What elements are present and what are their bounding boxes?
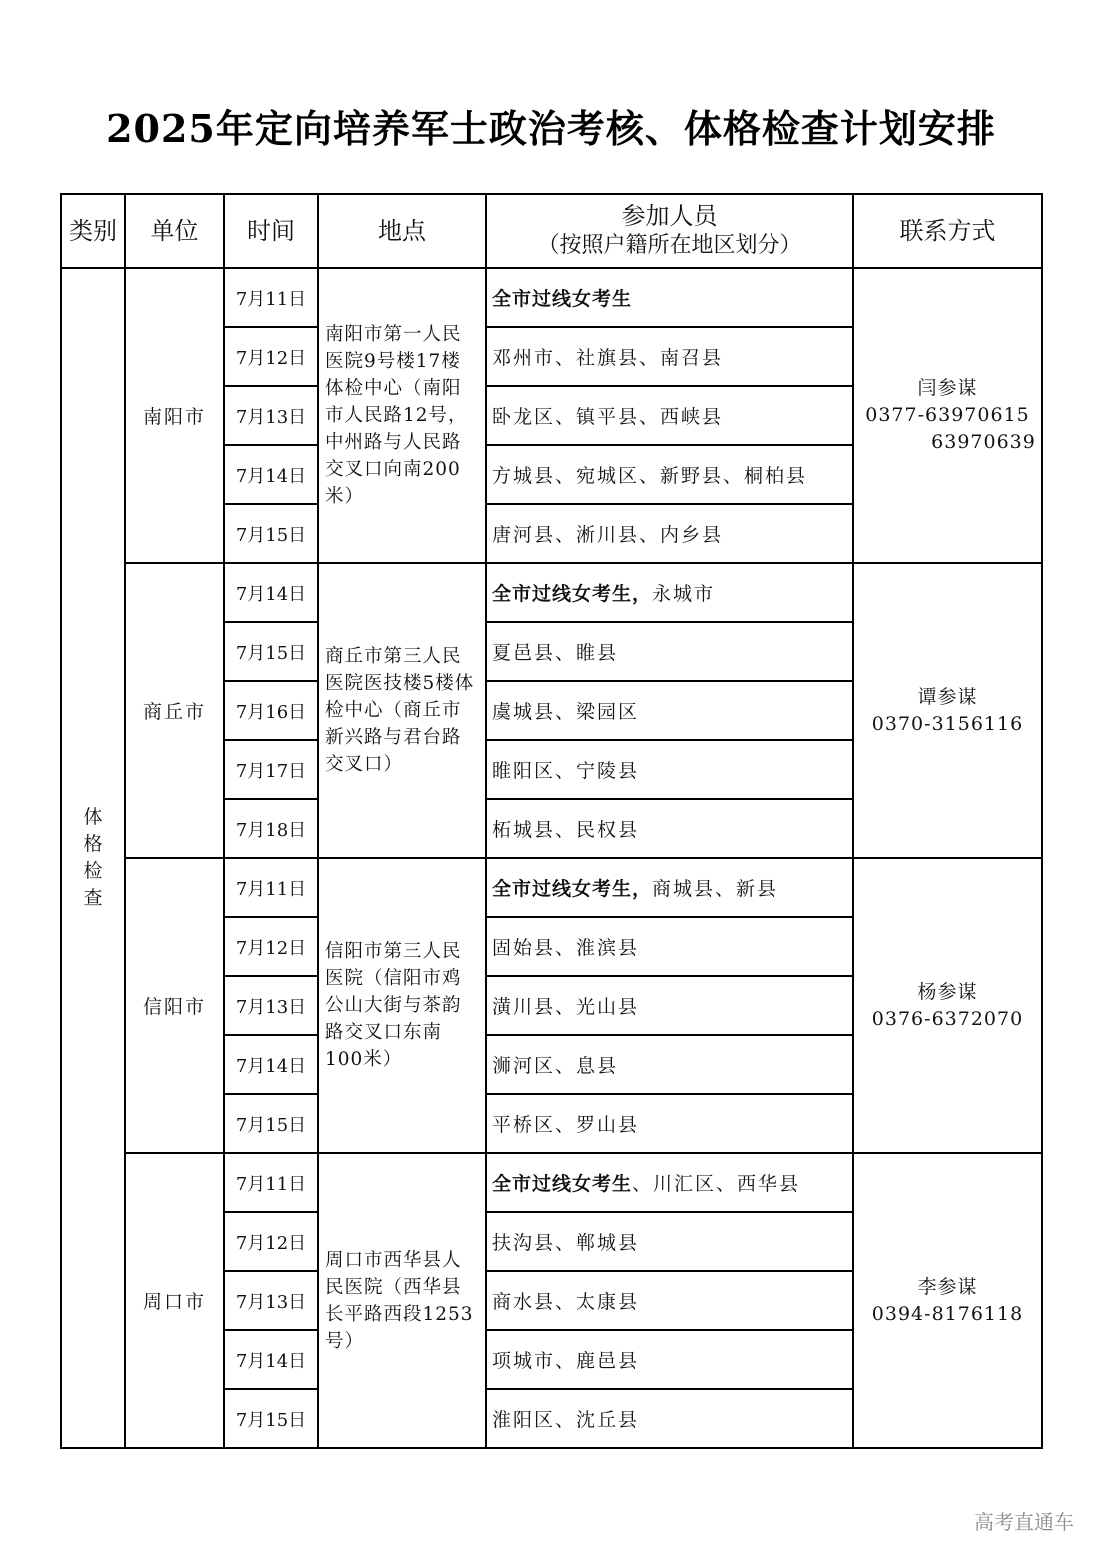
participants-text: 卧龙区、镇平县、西峡县	[492, 406, 724, 428]
participants-cell	[486, 1389, 853, 1448]
participants-cell	[486, 1212, 853, 1271]
date-cell: 7月14日	[224, 1035, 318, 1094]
table-row	[61, 1153, 1042, 1212]
header-row	[61, 194, 1042, 268]
participants-text: 、川汇区、西华县	[632, 1173, 801, 1195]
date-cell: 7月11日	[224, 1153, 318, 1212]
header-contact: 联系方式	[853, 194, 1042, 268]
unit-cell: 周口市	[125, 1153, 224, 1448]
participants-cell	[486, 327, 853, 386]
participants-text: 柘城县、民权县	[492, 819, 640, 841]
schedule-table	[60, 193, 1043, 1449]
category-cell	[61, 268, 125, 1448]
page-title: 2025年定向培养军士政治考核、体格检查计划安排	[106, 106, 996, 151]
participants-text: 唐河县、淅川县、内乡县	[492, 524, 724, 546]
participants-cell	[486, 622, 853, 681]
participants-cell	[486, 1271, 853, 1330]
contact-person: 谭参谋	[917, 685, 978, 708]
participants-text: 淮阳区、沈丘县	[492, 1409, 640, 1431]
date-cell: 7月15日	[224, 504, 318, 563]
participants-cell	[486, 1094, 853, 1153]
date-cell: 7月15日	[224, 1389, 318, 1448]
date-cell: 7月13日	[224, 976, 318, 1035]
date-cell: 7月12日	[224, 327, 318, 386]
category-char: 体	[83, 806, 103, 828]
participants-text: 平桥区、罗山县	[492, 1114, 640, 1136]
contact-phone: 0377-63970615	[865, 404, 1030, 426]
participants-bold: 全市过线女考生，	[492, 878, 653, 900]
table-row	[61, 563, 1042, 622]
participants-text: 商城县、新县	[652, 878, 779, 900]
date-cell: 7月11日	[224, 268, 318, 327]
contact-phone: 0370-3156116	[871, 712, 1024, 735]
participants-cell	[486, 1153, 853, 1212]
location-cell: 信阳市第三人民医院（信阳市鸡公山大街与茶韵路交叉口东南100米）	[318, 858, 486, 1153]
header-unit: 单位	[125, 194, 224, 268]
header-participants	[486, 194, 853, 268]
unit-cell: 信阳市	[125, 858, 224, 1153]
date-cell: 7月17日	[224, 740, 318, 799]
contact-phone: 0394-8176118	[871, 1302, 1024, 1325]
date-cell: 7月13日	[224, 386, 318, 445]
participants-bold: 全市过线女考生	[492, 288, 633, 310]
contact-phone-2: 63970639	[931, 431, 1036, 453]
participants-text: 邓州市、社旗县、南召县	[492, 347, 724, 369]
participants-bold: 全市过线女考生	[492, 1173, 633, 1195]
participants-cell	[486, 504, 853, 563]
location-cell: 南阳市第一人民医院9号楼17楼体检中心（南阳市人民路12号，中州路与人民路交叉口向南200米）	[318, 268, 486, 563]
date-cell: 7月15日	[224, 1094, 318, 1153]
category-char: 查	[83, 887, 103, 909]
participants-cell	[486, 858, 853, 917]
date-cell: 7月11日	[224, 858, 318, 917]
participants-cell	[486, 681, 853, 740]
participants-text: 方城县、宛城区、新野县、桐柏县	[492, 465, 808, 487]
date-cell: 7月14日	[224, 563, 318, 622]
date-cell: 7月16日	[224, 681, 318, 740]
participants-text: 商水县、太康县	[492, 1291, 640, 1313]
participants-text: 固始县、淮滨县	[492, 937, 640, 959]
participants-cell	[486, 563, 853, 622]
date-cell: 7月13日	[224, 1271, 318, 1330]
contact-person: 李参谋	[917, 1275, 978, 1298]
contact-cell	[853, 1153, 1042, 1448]
participants-cell	[486, 445, 853, 504]
date-cell: 7月15日	[224, 622, 318, 681]
participants-cell	[486, 1035, 853, 1094]
participants-text: 扶沟县、郸城县	[492, 1232, 640, 1254]
participants-cell	[486, 386, 853, 445]
participants-cell	[486, 1330, 853, 1389]
date-cell: 7月18日	[224, 799, 318, 858]
participants-text: 虞城县、梁园区	[492, 701, 640, 723]
participants-text: 潢川县、光山县	[492, 996, 640, 1018]
category-char: 格	[83, 833, 103, 855]
header-time: 时间	[224, 194, 318, 268]
contact-cell	[853, 268, 1042, 563]
date-cell: 7月14日	[224, 1330, 318, 1389]
header-location: 地点	[318, 194, 486, 268]
table-row	[61, 268, 1042, 327]
location-cell: 周口市西华县人民医院（西华县长平路西段1253号）	[318, 1153, 486, 1448]
date-cell: 7月14日	[224, 445, 318, 504]
participants-cell	[486, 740, 853, 799]
location-cell: 商丘市第三人民医院医技楼5楼体检中心（商丘市新兴路与君台路交叉口）	[318, 563, 486, 858]
header-category: 类别	[61, 194, 125, 268]
participants-bold: 全市过线女考生，	[492, 583, 653, 605]
contact-phone: 0376-6372070	[871, 1007, 1024, 1030]
header-participants-title: 参加人员	[621, 202, 718, 230]
participants-text: 浉河区、息县	[492, 1055, 619, 1077]
contact-cell	[853, 858, 1042, 1153]
category-char: 检	[83, 860, 103, 882]
table-row	[61, 858, 1042, 917]
contact-cell	[853, 563, 1042, 858]
participants-cell	[486, 799, 853, 858]
unit-cell: 南阳市	[125, 268, 224, 563]
participants-cell	[486, 917, 853, 976]
participants-text: 项城市、鹿邑县	[492, 1350, 640, 1372]
participants-text: 夏邑县、睢县	[492, 642, 619, 664]
contact-person: 杨参谋	[917, 980, 978, 1003]
participants-text: 睢阳区、宁陵县	[492, 760, 640, 782]
date-cell: 7月12日	[224, 1212, 318, 1271]
date-cell: 7月12日	[224, 917, 318, 976]
unit-cell: 商丘市	[125, 563, 224, 858]
watermark: 高考直通车	[974, 1510, 1074, 1534]
header-participants-sub: （按照户籍所在地区划分）	[537, 233, 802, 258]
participants-cell	[486, 268, 853, 327]
participants-text: 永城市	[652, 583, 716, 605]
contact-person: 闫参谋	[917, 377, 978, 399]
participants-cell	[486, 976, 853, 1035]
